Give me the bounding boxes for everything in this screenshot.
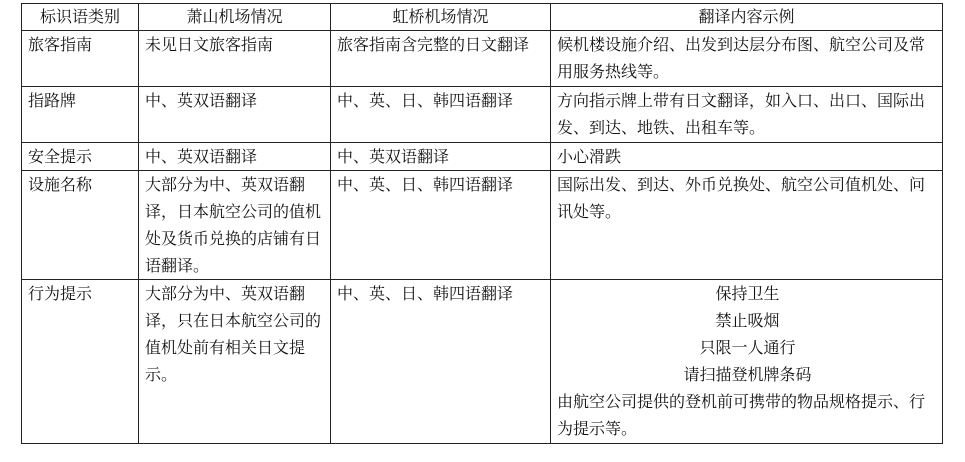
example-line: 请扫描登机牌条码 — [683, 365, 812, 384]
cell-hongqiao: 旅客指南含完整的日文翻译 — [331, 31, 551, 87]
example-line: 只限一人通行 — [699, 338, 796, 357]
cell-xiaoshan: 大部分为中、英双语翻译，日本航空公司的值机处及货币兑换的店铺有日语翻译。 — [139, 171, 331, 280]
cell-category: 旅客指南 — [22, 31, 139, 87]
cell-xiaoshan: 未见日文旅客指南 — [139, 31, 331, 87]
cell-example: 方向指示牌上带有日文翻译，如入口、出口、国际出发、到达、地铁、出租车等。 — [551, 87, 943, 143]
table-row — [22, 87, 943, 143]
cell-xiaoshan: 大部分为中、英双语翻译，只在日本航空公司的值机处前有相关日文提示。 — [139, 280, 331, 444]
cell-hongqiao: 中、英、日、韩四语翻译 — [331, 171, 551, 280]
header-example: 翻译内容示例 — [551, 4, 943, 31]
cell-example — [551, 280, 943, 444]
cell-hongqiao: 中、英、日、韩四语翻译 — [331, 87, 551, 143]
header-hongqiao: 虹桥机场情况 — [331, 4, 551, 31]
cell-category: 行为提示 — [22, 280, 139, 444]
cell-example: 小心滑跌 — [551, 143, 943, 171]
cell-category: 指路牌 — [22, 87, 139, 143]
comparison-table — [21, 3, 943, 444]
cell-category: 安全提示 — [22, 143, 139, 171]
example-tail: 由航空公司提供的登机前可携带的物品规格提示、行为提示等。 — [557, 392, 926, 438]
example-line: 保持卫生 — [715, 284, 780, 303]
cell-category: 设施名称 — [22, 171, 139, 280]
cell-xiaoshan: 中、英双语翻译 — [139, 87, 331, 143]
header-row — [22, 4, 943, 31]
cell-example: 候机楼设施介绍、出发到达层分布图、航空公司及常用服务热线等。 — [551, 31, 943, 87]
cell-hongqiao: 中、英双语翻译 — [331, 143, 551, 171]
example-line: 禁止吸烟 — [715, 311, 780, 330]
cell-xiaoshan: 中、英双语翻译 — [139, 143, 331, 171]
header-xiaoshan: 萧山机场情况 — [139, 4, 331, 31]
table-row — [22, 280, 943, 444]
cell-example: 国际出发、到达、外币兑换处、航空公司值机处、问讯处等。 — [551, 171, 943, 280]
table-row — [22, 31, 943, 87]
cell-hongqiao: 中、英、日、韩四语翻译 — [331, 280, 551, 444]
header-category: 标识语类别 — [22, 4, 139, 31]
table-row — [22, 143, 943, 171]
table-row — [22, 171, 943, 280]
